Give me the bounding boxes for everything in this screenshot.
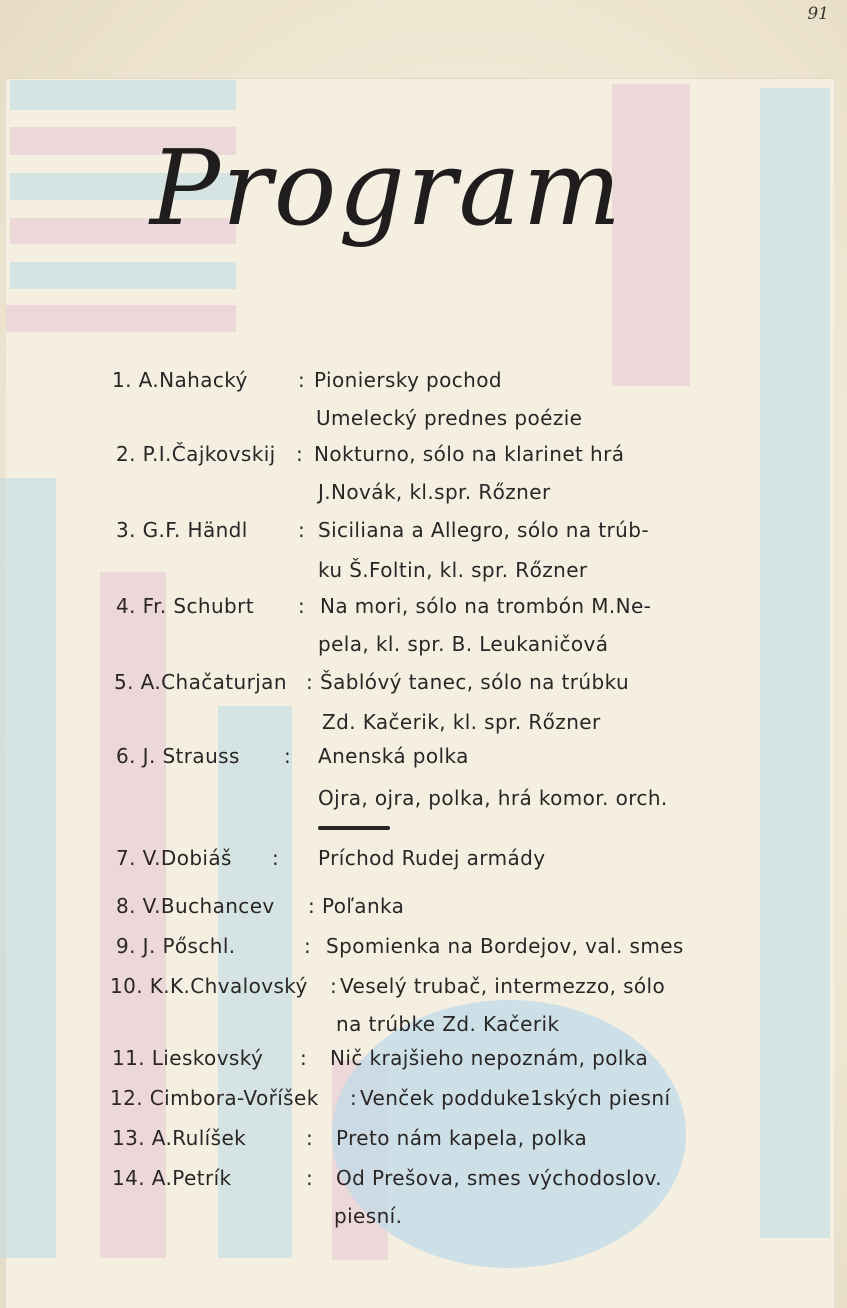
wash-band-blue	[10, 262, 236, 289]
composer-name: 5. A.Chačaturjan	[114, 670, 287, 694]
wash-band-pink	[6, 305, 236, 332]
page-number: 91	[807, 4, 829, 24]
work-title: Veselý trubač, intermezzo, sólo	[340, 974, 666, 998]
work-title: Poľanka	[322, 894, 405, 918]
work-title: Spomienka na Bordejov, val. smes	[326, 934, 684, 958]
separator-colon: :	[306, 670, 314, 694]
composer-name: 12. Cimbora-Voříšek	[110, 1086, 319, 1110]
page-title: Program	[150, 127, 624, 249]
separator-colon: :	[304, 934, 312, 958]
work-title: Siciliana a Allegro, sólo na trúb-	[318, 518, 649, 542]
work-title: Nič krajšieho nepoznám, polka	[330, 1046, 649, 1070]
work-title: Anenská polka	[318, 744, 469, 768]
separator-colon: :	[350, 1086, 358, 1110]
work-title: Preto nám kapela, polka	[336, 1126, 588, 1150]
wash-column-blue-right	[760, 88, 830, 1238]
composer-name: 13. A.Rulíšek	[112, 1126, 247, 1150]
composer-name: 9. J. Pőschl.	[116, 934, 236, 958]
separator-colon: :	[298, 518, 306, 542]
composer-name: 10. K.K.Chvalovský	[110, 974, 308, 998]
composer-name: 11. Lieskovský	[112, 1046, 264, 1070]
work-title-continued: Umelecký prednes poézie	[316, 406, 583, 430]
work-title-continued: Ojra, ojra, polka, hrá komor. orch.	[318, 786, 668, 810]
composer-name: 7. V.Dobiáš	[116, 846, 232, 870]
composer-name: 8. V.Buchancev	[116, 894, 275, 918]
section-divider	[318, 826, 390, 830]
work-title: Od Prešova, smes východoslov.	[336, 1166, 663, 1190]
composer-name: 4. Fr. Schubrt	[116, 594, 254, 618]
work-title-continued: piesní.	[334, 1204, 403, 1228]
separator-colon: :	[306, 1166, 314, 1190]
work-title-continued: J.Novák, kl.spr. Rőzner	[318, 480, 551, 504]
separator-colon: :	[296, 442, 304, 466]
wash-column-blue-left	[0, 478, 56, 1258]
work-title: Na mori, sólo na trombón M.Ne-	[320, 594, 652, 618]
composer-name: 6. J. Strauss	[116, 744, 240, 768]
work-title: Príchod Rudej armády	[318, 846, 546, 870]
work-title-continued: na trúbke Zd. Kačerik	[336, 1012, 560, 1036]
separator-colon: :	[284, 744, 292, 768]
composer-name: 2. P.I.Čajkovskij	[116, 442, 276, 466]
separator-colon: :	[298, 368, 306, 392]
composer-name: 1. A.Nahacký	[112, 368, 248, 392]
work-title-continued: Zd. Kačerik, kl. spr. Rőzner	[322, 710, 601, 734]
work-title: Pioniersky pochod	[314, 368, 502, 392]
separator-colon: :	[300, 1046, 308, 1070]
composer-name: 14. A.Petrík	[112, 1166, 232, 1190]
work-title-continued: ku Š.Foltin, kl. spr. Rőzner	[318, 558, 588, 582]
separator-colon: :	[272, 846, 280, 870]
work-title: Šablóvý tanec, sólo na trúbku	[320, 670, 630, 694]
separator-colon: :	[306, 1126, 314, 1150]
work-title: Nokturno, sólo na klarinet hrá	[314, 442, 625, 466]
work-title-continued: pela, kl. spr. B. Leukaničová	[318, 632, 609, 656]
separator-colon: :	[308, 894, 316, 918]
composer-name: 3. G.F. Händl	[116, 518, 248, 542]
wash-band-blue-top-left	[10, 80, 236, 110]
separator-colon: :	[330, 974, 338, 998]
work-title: Venček podduke1ských piesní	[360, 1086, 671, 1110]
separator-colon: :	[298, 594, 306, 618]
